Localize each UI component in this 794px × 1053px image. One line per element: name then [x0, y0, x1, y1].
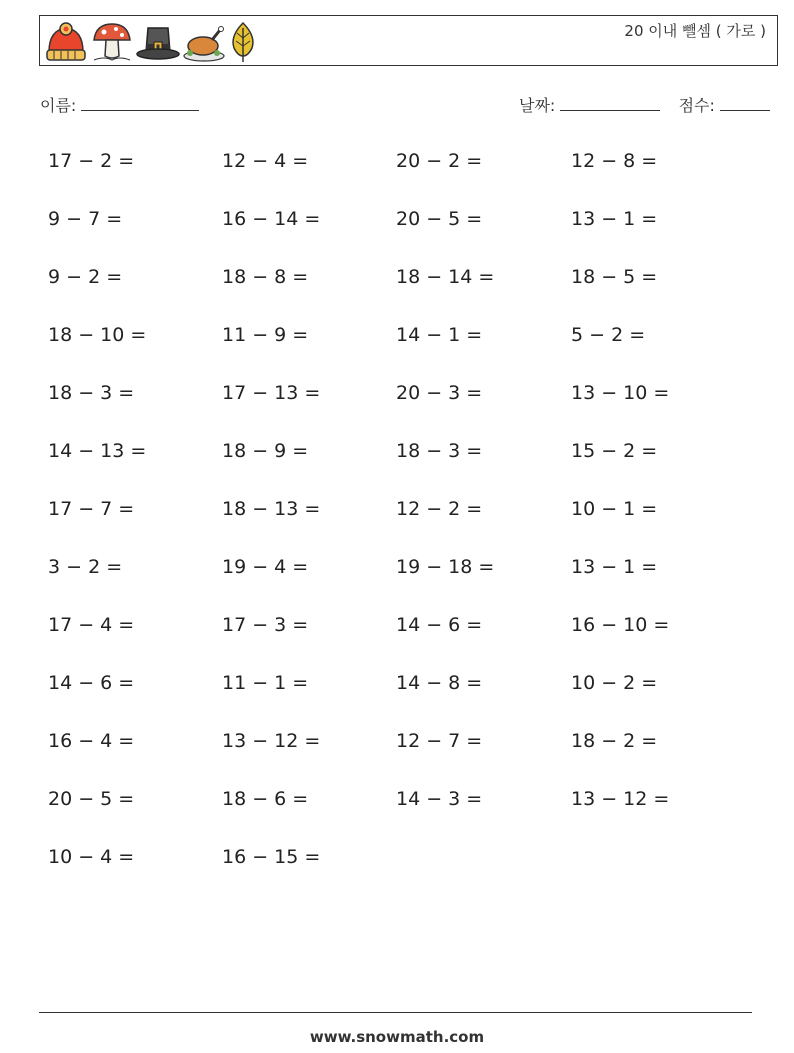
autumn-leaf-icon — [228, 20, 258, 64]
problem-item: 12 − 7 = — [396, 730, 483, 752]
score-blank[interactable] — [720, 95, 770, 111]
problem-item: 19 − 18 = — [396, 556, 495, 578]
problem-item: 17 − 4 = — [48, 614, 135, 636]
problem-item: 18 − 8 = — [222, 266, 309, 288]
roast-turkey-icon — [182, 20, 226, 64]
problem-item: 18 − 3 = — [396, 440, 483, 462]
problem-item: 19 − 4 = — [222, 556, 309, 578]
date-blank[interactable] — [560, 95, 660, 111]
problem-item: 9 − 2 = — [48, 266, 123, 288]
problem-item: 17 − 13 = — [222, 382, 321, 404]
problem-item: 20 − 5 = — [48, 788, 135, 810]
problem-item: 13 − 1 = — [571, 556, 658, 578]
problem-item: 14 − 8 = — [396, 672, 483, 694]
problem-item: 13 − 1 = — [571, 208, 658, 230]
problem-item: 18 − 2 = — [571, 730, 658, 752]
pilgrim-hat-icon — [136, 20, 180, 64]
problem-item: 16 − 4 = — [48, 730, 135, 752]
mushroom-icon — [90, 20, 134, 64]
problem-item: 17 − 2 = — [48, 150, 135, 172]
problem-item: 12 − 8 = — [571, 150, 658, 172]
problem-item: 18 − 3 = — [48, 382, 135, 404]
problem-item: 18 − 6 = — [222, 788, 309, 810]
problem-item: 14 − 6 = — [396, 614, 483, 636]
problem-item: 16 − 10 = — [571, 614, 670, 636]
date-label: 날짜: — [519, 96, 556, 115]
footer-website: www.snowmath.com — [309, 1028, 485, 1046]
problem-item: 20 − 3 = — [396, 382, 483, 404]
problem-item: 13 − 12 = — [571, 788, 670, 810]
footer-divider — [39, 1012, 752, 1013]
problem-item: 16 − 14 = — [222, 208, 321, 230]
name-field — [40, 93, 199, 116]
name-blank[interactable] — [81, 95, 199, 111]
worksheet-header — [39, 15, 778, 66]
problem-item: 11 − 9 = — [222, 324, 309, 346]
problem-item: 18 − 5 = — [571, 266, 658, 288]
worksheet-title: 20 이내 뺄셈 ( 가로 ) — [624, 22, 766, 40]
problem-item: 10 − 2 = — [571, 672, 658, 694]
problem-item: 12 − 2 = — [396, 498, 483, 520]
name-label: 이름: — [40, 96, 77, 115]
problem-item: 12 − 4 = — [222, 150, 309, 172]
problem-grid — [48, 145, 746, 899]
problem-item: 20 − 5 = — [396, 208, 483, 230]
problem-item: 16 − 15 = — [222, 846, 321, 868]
problem-item: 15 − 2 = — [571, 440, 658, 462]
problem-item: 3 − 2 = — [48, 556, 123, 578]
problem-item: 9 − 7 = — [48, 208, 123, 230]
header-icons — [44, 19, 258, 65]
problem-item: 14 − 13 = — [48, 440, 147, 462]
problem-item: 20 − 2 = — [396, 150, 483, 172]
problem-item: 13 − 10 = — [571, 382, 670, 404]
problem-item: 17 − 7 = — [48, 498, 135, 520]
problem-item: 14 − 6 = — [48, 672, 135, 694]
problem-item: 10 − 4 = — [48, 846, 135, 868]
problem-item: 18 − 13 = — [222, 498, 321, 520]
problem-item: 11 − 1 = — [222, 672, 309, 694]
problem-item: 17 − 3 = — [222, 614, 309, 636]
problem-item: 13 − 12 = — [222, 730, 321, 752]
score-label: 점수: — [678, 96, 715, 115]
problem-item: 18 − 9 = — [222, 440, 309, 462]
problem-item: 18 − 14 = — [396, 266, 495, 288]
problem-item: 5 − 2 = — [571, 324, 646, 346]
problem-item: 18 − 10 = — [48, 324, 147, 346]
problem-item: 10 − 1 = — [571, 498, 658, 520]
date-score-fields — [519, 93, 770, 116]
problem-item: 14 − 1 = — [396, 324, 483, 346]
problem-item: 14 − 3 = — [396, 788, 483, 810]
winter-hat-icon — [44, 20, 88, 64]
